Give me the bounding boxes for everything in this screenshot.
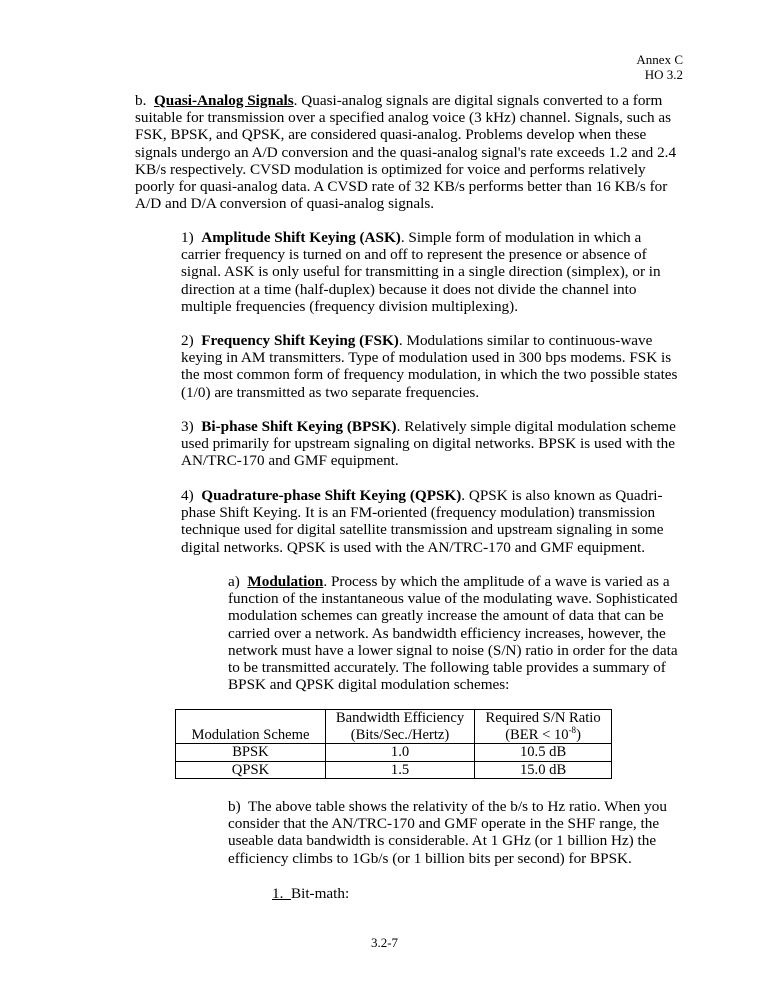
subsection-a-modulation [228,573,680,693]
item-text: . Modulations similar to continuous-wave keying in AM transmitters. Type of modulation used in 300 bps modems. FSK is the most common form of frequency modulation, in which the two possible states (1/0) are transmitted as two separate frequencies. [181,332,678,401]
item-bpsk [181,418,679,470]
item-ask [181,229,679,315]
header-ber: $(BER < 10^{-8})$ [505,724,581,743]
table-header-row [176,710,612,744]
handout-label: HO 3.2 [644,67,683,82]
item-text: . QPSK is also known as Quadri-phase Shift Keying. It is an FM-oriented (frequency modulation) transmission technique used for digital satellite transmission and upstream signaling in some digital networks. QPSK is used with the AN/TRC-170 and GMF equipment. [181,487,664,556]
item-text: . Simple form of modulation in which a carrier frequency is turned on and off to represent the presence or absence of signal. ASK is only useful for transmitting in a single direction (simplex), or in direction at a time (half-duplex) because it does not divide the channel into multiple frequencies (frequency division multiplexing). [181,229,661,315]
subsection-a-label: a) [228,573,240,590]
table-cell: 15.0 dB [475,761,612,779]
table-cell: 1.0 [325,744,474,762]
table-cell: 1.5 [325,761,474,779]
section-b-paragraph [135,92,680,212]
modulation-table [175,709,612,779]
table-header-cell [325,710,474,744]
bit-math-heading [272,885,349,902]
section-b-label: b. [135,92,147,109]
subsection-b-paragraph [228,798,680,867]
item-fsk [181,332,679,401]
subsection-a-text: . Process by which the amplitude of a wave is varied as a function of the instantaneous value of the modulating wave. Sophisticated modulation schemes can greatly increase the amount of data that can be carried over a network. As bandwidth efficiency increases, however, the network must have a lower signal to noise (S/N) ratio in order for the data to be transmitted accurately. The following table provides a summary of BPSK and QPSK digital modulation schemes: [228,573,678,694]
page-header [636,52,683,82]
table-header-cell [475,710,612,744]
bit-math-number: 1. [272,885,284,902]
annex-label: Annex C [636,52,683,67]
item-text: . Relatively simple digital modulation scheme used primarily for upstream signaling on digital networks. BPSK is used with the AN/TRC-170 and GMF equipment. [181,418,676,470]
header-required-sn-ratio: Required S/N Ratio [485,710,601,726]
item-title: Quadrature-phase Shift Keying (QPSK) [201,487,462,504]
table-cell: 10.5 dB [475,744,612,762]
section-b-title: Quasi-Analog Signals [153,92,294,109]
item-number: 2) [181,332,194,349]
item-title: Amplitude Shift Keying (ASK) [201,229,401,246]
subsection-a-title: Modulation [247,573,324,590]
item-title: Bi-phase Shift Keying (BPSK) [201,418,397,435]
header-modulation-scheme: Modulation Scheme [191,726,310,743]
item-number: 4) [181,487,194,504]
section-b-text: . Quasi-analog signals are digital signals converted to a form suitable for transmission over a specified analog voice (3 kHz) channel. Signals, such as FSK, BPSK, and QPSK, are considered quasi-analog. Problems develop when these signals undergo an A/D conversion and the quasi-analog signal's rate exceeds 1.2 and 2.4 KB/s respectively. CVSD modulation is optimized for voice and performs relatively poorly for quasi-analog data. A CVSD rate of 32 KB/s performs better than 16 KB/s for A/D and D/A conversion of quasi-analog signals. [135,92,677,213]
item-title: Frequency Shift Keying (FSK) [201,332,399,349]
table-cell: QPSK [176,761,326,779]
header-bandwidth-efficiency: Bandwidth Efficiency [335,710,465,726]
table-row [176,744,612,762]
item-qpsk [181,487,679,556]
item-number: 3) [181,418,194,435]
subsection-b-label: b) [228,798,241,815]
table-row [176,761,612,779]
bit-math-label: Bit-math: [290,885,350,902]
subsection-b-text: The above table shows the relativity of the b/s to Hz ratio. When you consider that the AN/TRC-170 and GMF operate in the SHF range, the useable data bandwidth is considerable. At 1 GHz (or 1 billion Hz) the efficiency climbs to 1Gb/s (or 1 billion bits per second) for BPSK. [228,798,667,867]
table-cell: BPSK [176,744,326,762]
header-bandwidth-units: (Bits/Sec./Hertz) [350,726,450,743]
item-number: 1) [181,229,194,246]
page-number: 3.2-7 [370,935,399,950]
table-header-cell [176,710,326,744]
